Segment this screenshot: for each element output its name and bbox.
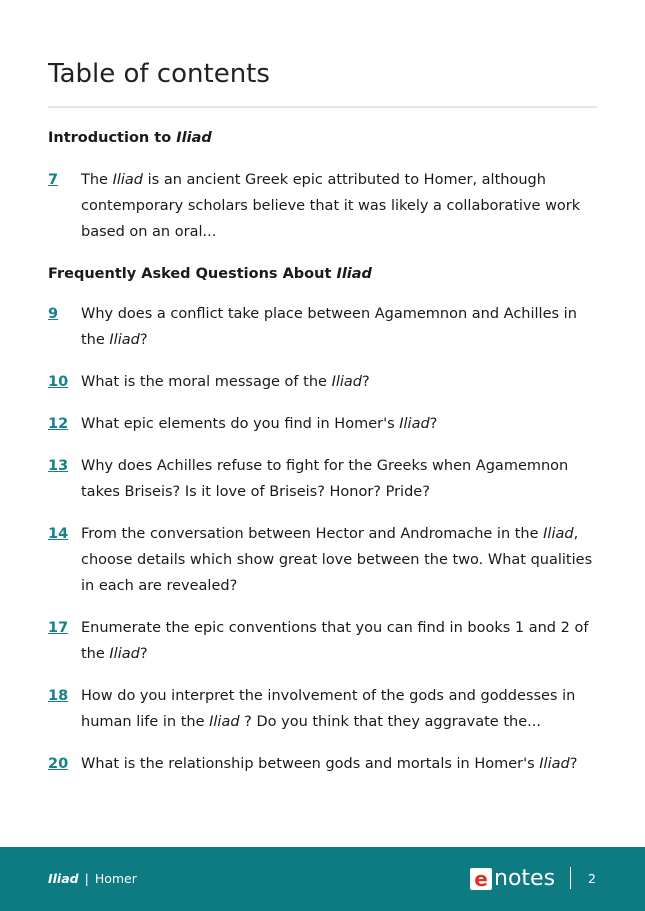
toc-entry-text [81,751,597,777]
entry-text-before: Why does Achilles refuse to fight for the Greeks when Agamemnon takes Briseis? Is it love of Briseis? Honor? Pride? [81,458,569,500]
entry-text-italic: Iliad [209,714,240,730]
entry-text-before: What is the relationship between gods and mortals in Homer's [81,756,540,772]
toc-page-link[interactable]: 17 [48,620,69,636]
entry-text-after: ? [362,374,370,390]
toc-entry [48,453,597,505]
enotes-logo [470,866,555,892]
toc-entry [48,167,597,245]
toc-entry [48,615,597,667]
footer-author: Homer [94,871,137,886]
logo-e-mark: e [470,868,492,890]
section-heading-faq [48,264,372,284]
entry-text-after: ? Do you think that they aggravate the... [239,714,541,730]
toc-entry-text [81,369,597,395]
entry-text-italic: Iliad [112,172,144,188]
logo-wordmark: notes [494,866,556,891]
entry-text-after: ? [139,646,148,662]
section-heading-introduction [48,128,212,148]
entry-text-before: What epic elements do you find in Homer's [81,416,400,432]
footer-divider [570,867,571,889]
footer-work-info [48,871,137,887]
toc-page-link[interactable]: 14 [48,526,69,542]
toc-entry [48,751,597,777]
footer-separator: | [84,871,89,886]
toc-entry [48,301,597,353]
entry-text-after: ? [139,332,148,348]
section-heading-prefix: Frequently Asked Questions About [48,266,337,282]
entry-text-italic: Iliad [331,374,362,390]
toc-page-link[interactable]: 20 [48,756,69,772]
toc-entry-text [81,411,597,437]
entry-text-italic: Iliad [109,646,140,662]
entry-text-before: Why does a conflict take place between Agamemnon and Achilles in the [81,306,577,348]
entry-text-after: is an ancient Greek epic attributed to Homer, although contemporary scholars believe that it was likely a collaborative work based on an oral... [81,172,581,240]
toc-entry-text [81,615,597,667]
toc-page-link[interactable]: 7 [48,172,59,188]
section-heading-work: Iliad [176,130,212,146]
toc-page-link[interactable]: 12 [48,416,69,432]
toc-page-link[interactable]: 10 [48,374,69,390]
entry-text-italic: Iliad [109,332,140,348]
toc-entry-text [81,167,597,245]
toc-page-link[interactable]: 13 [48,458,69,474]
entry-text-before: From the conversation between Hector and Andromache in the [81,526,544,542]
entry-text-after: , choose details which show great love between the two. What qualities in each are revealed? [81,526,593,594]
toc-entry-text [81,683,597,735]
entry-text-before: Enumerate the epic conventions that you can find in books 1 and 2 of the [81,620,589,662]
page-title: Table of contents [48,59,270,89]
entry-text-before: The [81,172,113,188]
toc-page-link[interactable]: 18 [48,688,69,704]
toc-entry [48,369,597,395]
entry-text-italic: Iliad [399,416,430,432]
page-number: 2 [588,871,596,886]
title-divider [48,106,597,108]
toc-entry [48,683,597,735]
entry-text-italic: Iliad [543,526,574,542]
entry-text-after: ? [569,756,578,772]
entry-text-italic: Iliad [539,756,570,772]
toc-entry-text [81,453,597,505]
toc-page-link[interactable]: 9 [48,306,59,322]
section-heading-work: Iliad [336,266,372,282]
footer-bar [0,847,645,911]
entry-text-before: How do you interpret the involvement of the gods and goddesses in human life in the [81,688,576,730]
toc-entry [48,411,597,437]
toc-entry [48,521,597,599]
toc-entry-text [81,301,597,353]
footer-work-title: Iliad [48,871,79,886]
entry-text-before: What is the moral message of the [81,374,332,390]
section-heading-prefix: Introduction to [48,130,177,146]
entry-text-after: ? [429,416,438,432]
toc-entry-text [81,521,597,599]
